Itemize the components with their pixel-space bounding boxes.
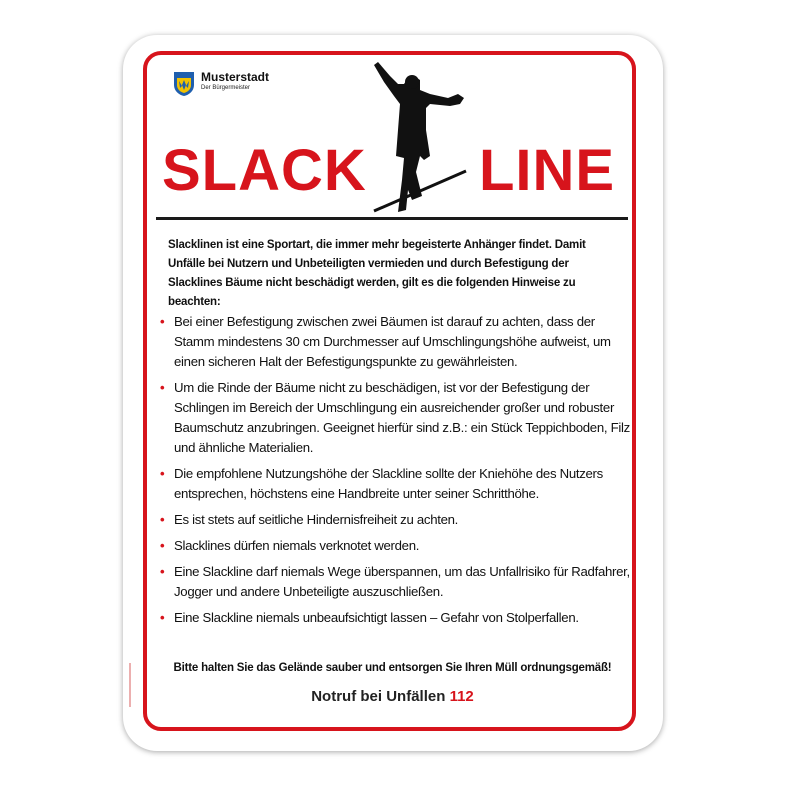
bullet-icon: • [160, 380, 165, 395]
rule-text: Slacklines dürfen niemals verknotet werden. [174, 538, 420, 553]
bullet-icon: • [160, 314, 165, 329]
rule-text: Es ist stets auf seitliche Hindernisfreiheit zu achten. [174, 512, 459, 527]
list-item [160, 378, 630, 458]
bullet-icon: • [160, 538, 165, 553]
title-divider [156, 217, 628, 220]
list-item [160, 510, 630, 530]
rule-text: Eine Slackline niemals unbeaufsichtigt lassen – Gefahr von Stolperfallen. [174, 610, 579, 625]
list-item [160, 464, 630, 504]
logo-subtitle: Der Bürgermeister [201, 85, 251, 91]
rules-list [160, 312, 630, 634]
intro-paragraph: Slacklinen ist eine Sportart, die immer mehr begeisterte Anhänger findet. Damit Unfälle bei Nutzern und Unbeteiligten vermieden und durch Befestigung der Slacklines Bäume nicht beschädigt werden, gilt es die folgenden Hinweise zu beachten: [168, 239, 586, 308]
emergency-line [140, 688, 645, 705]
emergency-number: 112 [449, 688, 474, 705]
coat-of-arms-icon [173, 71, 195, 97]
rule-text: Bei einer Befestigung zwischen zwei Bäumen ist darauf zu achten, dass der Stamm mindestens 30 cm Durchmesser auf Umschlingungshöhe aufweist, um einen sicheren Halt der Befestigungspunkte zu gewährleisten. [174, 314, 611, 369]
list-item [160, 608, 630, 628]
title-line: LINE [479, 138, 616, 203]
bullet-icon: • [160, 466, 165, 481]
bullet-icon: • [160, 512, 165, 527]
slackliner-silhouette-icon [368, 60, 473, 215]
bullet-icon: • [160, 564, 165, 579]
rule-text: Um die Rinde der Bäume nicht zu beschädigen, ist vor der Befestigung der Schlingen im Bereich der Umschlingung ein ausreichender großer und robuster Baumschutz anzubringen. Geeignet hierfür sind z.B.: ein Stück Teppichboden, Filz und ähnliche Materialien. [174, 380, 630, 455]
municipality-logo [173, 71, 269, 97]
rule-text: Die empfohlene Nutzungshöhe der Slackline sollte der Kniehöhe des Nutzers entsprechen, höchstens eine Handbreite unter seiner Schritthöhe. [174, 466, 603, 501]
list-item [160, 562, 630, 602]
manufacturer-mark [127, 663, 133, 707]
rule-text: Eine Slackline darf niemals Wege überspannen, um das Unfallrisiko für Radfahrer, Jogger und andere Unbeteiligte auszuschließen. [174, 564, 630, 599]
list-item [160, 312, 630, 372]
title-slack: SLACK [162, 138, 367, 203]
list-item [160, 536, 630, 556]
emergency-label: Notruf bei Unfällen [311, 688, 446, 705]
closing-note: Bitte halten Sie das Gelände sauber und entsorgen Sie Ihren Müll ordnungsgemäß! [173, 662, 612, 674]
logo-name: Musterstadt [201, 70, 270, 84]
bullet-icon: • [160, 610, 165, 625]
